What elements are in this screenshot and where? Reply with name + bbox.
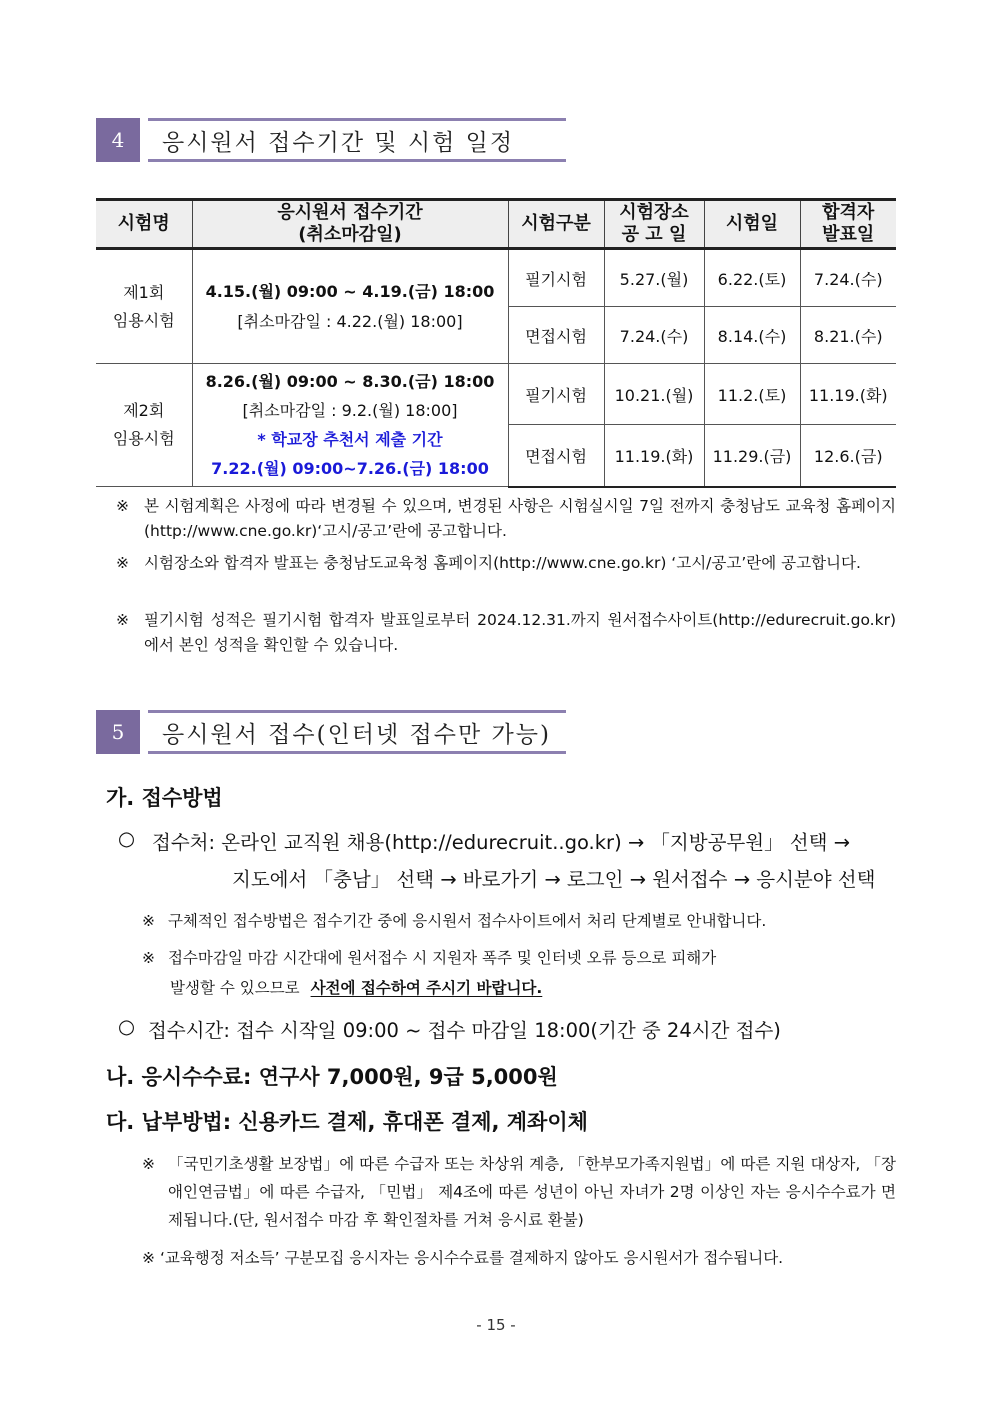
- notice-cell: 10.21.(월): [604, 364, 704, 425]
- note-text: 접수마감일 마감 시간대에 원서접수 시 지원자 폭주 및 인터넷 오류 등으로 피해가: [167, 949, 717, 967]
- bullet-mark: ○: [118, 827, 136, 850]
- schedule-table: [96, 198, 896, 488]
- period-text: 8.26.(월) 09:00 ~ 8.30.(금) 18:00: [205, 372, 495, 391]
- cancel-deadline-text: [취소마감일 : 4.22.(월) 18:00]: [237, 311, 463, 331]
- type-cell: 필기시험: [508, 364, 604, 425]
- notice-cell: 5.27.(월): [604, 249, 704, 307]
- emphasis-underline: 사전에 접수하여 주시기 바랍니다.: [310, 979, 543, 997]
- note-mark: ※: [142, 949, 155, 967]
- result-cell: 11.19.(화): [800, 364, 896, 425]
- col-header-result: [800, 200, 896, 249]
- section-number: 4: [96, 118, 140, 162]
- table-row: [96, 249, 896, 307]
- type-cell: 면접시험: [508, 425, 604, 487]
- application-route-line1: 접수처: 온라인 교직원 채용(http://edurecruit..go.kr) → 「지방공무원」 선택 →: [152, 831, 851, 854]
- exam-name-line1: 제1회: [123, 282, 165, 302]
- subsection-heading-na: 나. 응시수수료: 연구사 7,000원, 9급 5,000원: [106, 1065, 558, 1089]
- heading-value: : 신용카드 결제, 휴대폰 결제, 계좌이체: [222, 1110, 588, 1134]
- result-cell: 7.24.(수): [800, 249, 896, 307]
- method-note-cont: [170, 974, 920, 1002]
- cancel-deadline-text: [취소마감일 : 9.2.(월) 18:00]: [242, 401, 458, 420]
- method-note: [142, 907, 892, 935]
- schedule-note: [116, 551, 896, 576]
- note-text: 구체적인 접수방법은 접수기간 중에 응시원서 접수사이트에서 처리 단계별로 안내합니다.: [167, 912, 767, 930]
- type-cell: 면접시험: [508, 307, 604, 364]
- date-cell: 6.22.(토): [704, 249, 800, 307]
- col-header-type: 시험구분: [508, 200, 604, 249]
- period-cell: [192, 249, 508, 364]
- period-cell: [192, 364, 508, 487]
- table-header-row: [96, 200, 896, 249]
- notice-cell: 11.19.(화): [604, 425, 704, 487]
- section-title: 응시원서 접수기간 및 시험 일정: [148, 118, 566, 162]
- bullet-mark: ○: [118, 1015, 136, 1038]
- col-header-exam: 시험명: [96, 200, 192, 249]
- note-text: 「국민기초생활 보장법」에 따른 수급자 또는 차상위 계층, 「한부모가족지원법」에 따른 지원 대상자, 「장애인연금법」에 따른 수급자, 「민법」 제4조에 따른 성년이 아닌 자녀가 2명 이상인 자는 응시수수료가 면제됩니다.(단, 원서접수 마감 후 확인절차를 거쳐 응시료 환불): [168, 1155, 896, 1229]
- exam-name-line1: 제2회: [123, 401, 165, 420]
- col-header-notice-line2: 공 고 일: [621, 224, 687, 245]
- col-header-notice: [604, 200, 704, 249]
- subsection-heading-da: [106, 1106, 588, 1136]
- col-header-period-line2: (취소마감일): [298, 224, 402, 245]
- page-number: - 15 -: [476, 1316, 516, 1334]
- schedule-note: [116, 608, 896, 658]
- exam-name-line2: 임용시험: [112, 310, 175, 330]
- note-text: 시험장소와 합격자 발표는 충청남도교육청 홈페이지(http://www.cne.go.kr) ‘고시/공고’란에 공고합니다.: [144, 554, 861, 572]
- note-mark: ※: [116, 497, 129, 515]
- col-header-result-line1: 합격자: [822, 202, 875, 223]
- recommendation-title: * 학교장 추천서 제출 기간: [257, 430, 443, 449]
- exam-name-cell: [96, 364, 192, 487]
- heading-label: 다. 납부방법: [106, 1110, 223, 1134]
- schedule-note: [116, 494, 896, 544]
- application-time: 접수시간: 접수 시작일 09:00 ~ 접수 마감일 18:00(기간 중 24시간 접수): [148, 1019, 781, 1042]
- col-header-notice-line1: 시험장소: [619, 202, 689, 223]
- date-cell: 11.2.(토): [704, 364, 800, 425]
- fee-exemption-note: [142, 1150, 896, 1234]
- date-cell: 8.14.(수): [704, 307, 800, 364]
- note-mark: ※: [142, 1155, 155, 1173]
- section-title: 응시원서 접수(인터넷 접수만 가능): [148, 710, 566, 754]
- exam-name-cell: [96, 249, 192, 364]
- col-header-period: [192, 200, 508, 249]
- col-header-period-line1: 응시원서 접수기간: [277, 202, 423, 223]
- low-income-note: [142, 1244, 896, 1272]
- note-mark: ※: [116, 554, 129, 572]
- note-text: 발생할 수 있으므로: [170, 979, 300, 997]
- col-header-date: 시험일: [704, 200, 800, 249]
- method-note: [142, 944, 902, 972]
- table-row: [96, 364, 896, 425]
- col-header-result-line2: 발표일: [822, 224, 875, 245]
- recommendation-period: 7.22.(월) 09:00~7.26.(금) 18:00: [211, 459, 489, 478]
- note-text: 필기시험 성적은 필기시험 합격자 발표일로부터 2024.12.31.까지 원서접수사이트(http://edurecruit.go.kr)에서 본인 성적을 확인할 수 있습니다.: [144, 611, 896, 654]
- period-text: 4.15.(월) 09:00 ~ 4.19.(금) 18:00: [205, 281, 495, 301]
- type-cell: 필기시험: [508, 249, 604, 307]
- note-mark: ※: [116, 611, 129, 629]
- date-cell: 11.29.(금): [704, 425, 800, 487]
- application-route-line2: 지도에서 「충남」 선택 → 바로가기 → 로그인 → 원서접수 → 응시분야 선택: [232, 868, 876, 891]
- note-mark: ※: [142, 1249, 155, 1267]
- exam-name-line2: 임용시험: [112, 429, 175, 448]
- result-cell: 12.6.(금): [800, 425, 896, 487]
- note-text: ‘교육행정 저소득’ 구분모집 응시자는 응시수수료를 결제하지 않아도 응시원서가 접수됩니다.: [159, 1249, 784, 1267]
- note-text: 본 시험계획은 사정에 따라 변경될 수 있으며, 변경된 사항은 시험실시일 7일 전까지 충청남도 교육청 홈페이지(http://www.cne.go.kr)‘고시/공고’란에 공고합니다.: [144, 497, 896, 540]
- subsection-heading-ga: 가. 접수방법: [106, 786, 223, 810]
- note-mark: ※: [142, 912, 155, 930]
- notice-cell: 7.24.(수): [604, 307, 704, 364]
- emphasis-text: [311, 979, 543, 997]
- result-cell: 8.21.(수): [800, 307, 896, 364]
- section-number: 5: [96, 710, 140, 754]
